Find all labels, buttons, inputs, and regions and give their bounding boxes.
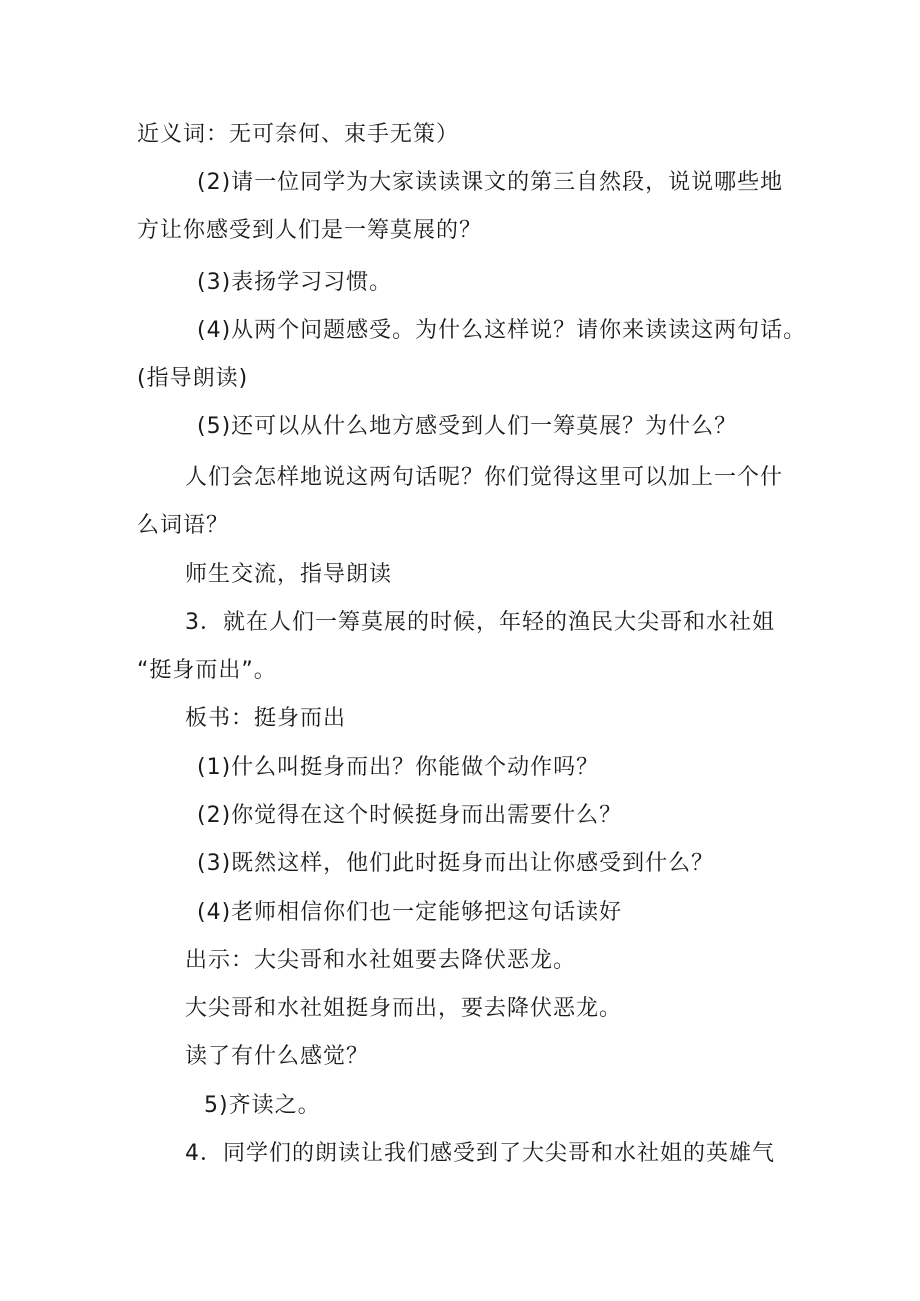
text-line: 出示：大尖哥和水社姐要去降伏恶龙。: [185, 948, 577, 973]
text-line: (2)你觉得在这个时候挺身而出需要什么？: [197, 803, 623, 828]
text-line: (3)既然这样，他们此时挺身而出让你感受到什么？: [197, 851, 715, 876]
text-line: 板书：挺身而出: [185, 706, 347, 731]
text-line: 么词语？: [137, 513, 230, 538]
text-line: (5)还可以从什么地方感受到人们一筹莫展？为什么？: [197, 414, 738, 439]
text-line: 近义词：无可奈何、束手无策）: [137, 122, 460, 147]
text-line: (3)表扬学习习惯。: [197, 270, 393, 295]
text-line: 方让你感受到人们是一筹莫展的？: [137, 218, 483, 243]
text-line: (指导朗读): [137, 366, 249, 391]
text-line: (4)老师相信你们也一定能够把这句话读好: [197, 900, 623, 925]
text-line: (4)从两个问题感受。为什么这样说？请你来读读这两句话。: [197, 318, 807, 343]
text-line: (2)请一位同学为大家读读课文的第三自然段，说说哪些地: [197, 170, 784, 195]
text-line: 人们会怎样地说这两句话呢？你们觉得这里可以加上一个什: [185, 465, 784, 490]
text-line: 读了有什么感觉？: [185, 1044, 370, 1069]
text-line: 3．就在人们一筹莫展的时候，年轻的渔民大尖哥和水社姐: [185, 610, 775, 635]
text-line: 师生交流，指导朗读: [185, 562, 393, 587]
text-line: “挺身而出”。: [137, 658, 277, 683]
text-line: 5)齐读之。: [204, 1093, 321, 1118]
text-line: (1)什么叫挺身而出？你能做个动作吗？: [197, 755, 600, 780]
text-line: 4．同学们的朗读让我们感受到了大尖哥和水社姐的英雄气: [185, 1141, 775, 1166]
text-line: 大尖哥和水社姐挺身而出，要去降伏恶龙。: [185, 996, 623, 1021]
